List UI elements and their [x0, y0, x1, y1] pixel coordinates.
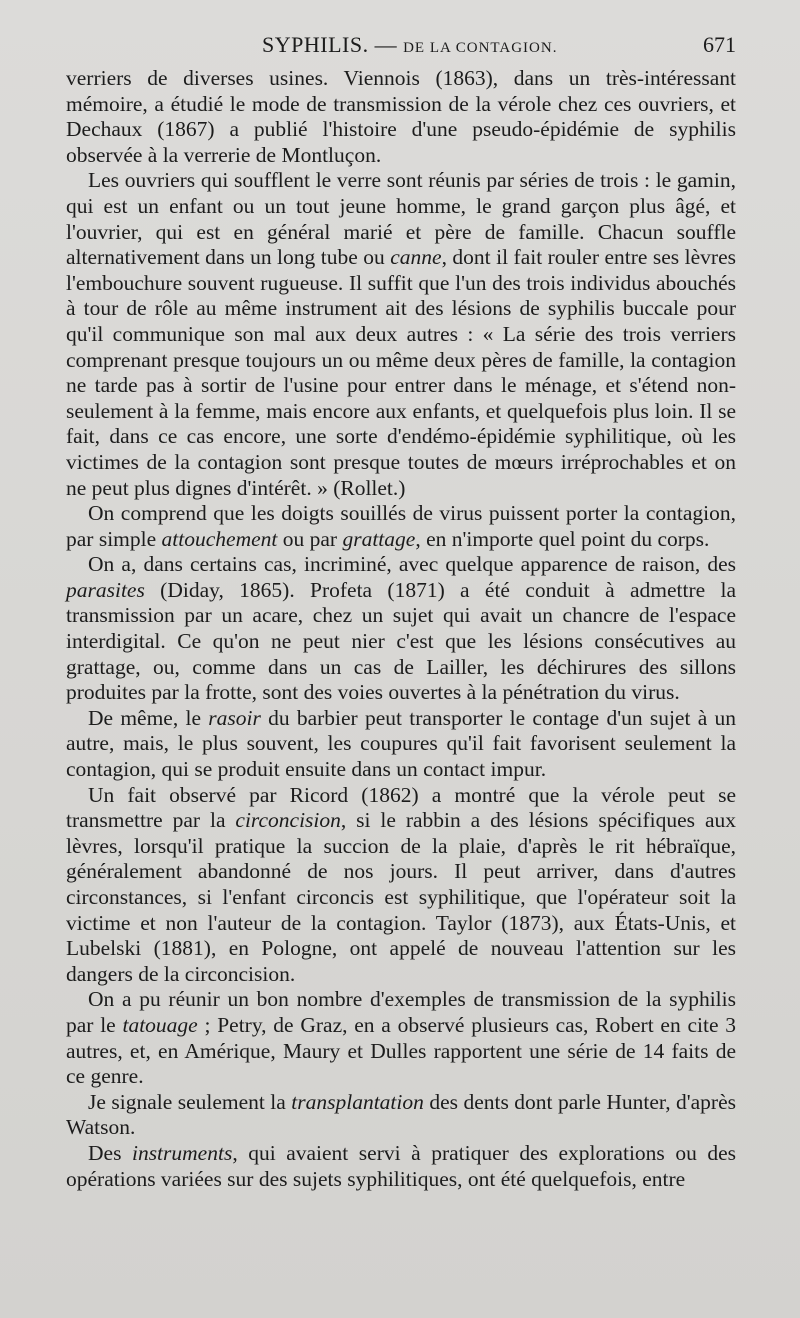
italic-term: transplantation [291, 1089, 424, 1114]
italic-term: parasites [66, 577, 145, 602]
paragraph [66, 987, 736, 1089]
page-number: 671 [703, 32, 736, 57]
text-run: , si le rabbin a des lésions spécifiques aux lèvres, lorsqu'il pratique la succion de la plaie, d'après le rit hébraïque, généralement abandonné de nos jours. Il peut arriver, dans d'autres circonstances, si l'enfant circoncis est syphilitique, que l'opérateur soit la victime et non l'auteur de la contagion. Taylor (1873), aux États-Unis, et Lubelski (1881), en Pologne, ont appelé de nouveau l'attention sur les dangers de la circoncision. [66, 808, 736, 986]
body-text [66, 66, 736, 1192]
paragraph [66, 706, 736, 783]
italic-term: canne [390, 245, 442, 270]
paragraph [66, 1141, 736, 1192]
text-run: De même, le [88, 705, 209, 730]
text-run: des dents dont parle Hunter, d'après Watson. [66, 1089, 736, 1140]
text-run: Un fait observé par Ricord (1862) a montré que la vérole peut se transmettre par la [66, 782, 736, 833]
italic-term: attouchement [161, 526, 278, 551]
text-run: , en n'importe quel point du corps. [415, 526, 710, 551]
text-run: (Diday, 1865). Profeta (1871) a été conduit à admettre la transmission par un acare, chez un sujet qui avait un chancre de l'espace interdigital. Ce qu'on ne peut nier c'est que les lésions consécutives au grattage, ou, comme dans un cas de Lailler, les déchirures des sillons produites par la frotte, sont des voies ouvertes à la pénétration du virus. [66, 577, 736, 705]
page-header [66, 32, 736, 62]
italic-term: rasoir [208, 705, 261, 730]
text-run: ou par [277, 526, 343, 551]
paragraph [66, 552, 736, 706]
italic-term: tatouage [122, 1012, 198, 1037]
text-run: Je signale seulement la [88, 1089, 292, 1114]
text-run: verriers de diverses usines. Viennois (1863), dans un très-intéressant mémoire, a étudié le mode de transmission de la vérole chez ces ouvriers, et Dechaux (1867) a publié l'histoire d'une pseudo-épidémie de syphilis observée à la verrerie de Montluçon. [66, 66, 736, 167]
text-run: On a, dans certains cas, incriminé, avec quelque apparence de raison, des [88, 552, 736, 577]
text-run: ; Petry, de Graz, en a observé plusieurs cas, Robert en cite 3 autres, et, en Amérique, Maury et Dulles rapportent une série de 14 faits de ce genre. [66, 1012, 736, 1089]
running-title [262, 32, 557, 58]
text-run: On a pu réunir un bon nombre d'exemples de transmission de la syphilis par le [66, 987, 736, 1037]
text-run: du barbier peut transporter le contage d'un sujet à un autre, mais, le plus souvent, les coupures qu'il fait favorisent seulement la contagion, qui se produit ensuite dans un contact impur. [66, 705, 736, 782]
running-title-main: SYPHILIS. — [262, 32, 404, 57]
text-run: Des [88, 1140, 132, 1165]
italic-term: instruments [131, 1140, 233, 1165]
paragraph [66, 168, 736, 501]
paragraph [66, 501, 736, 552]
italic-term: grattage [342, 526, 416, 551]
text-run: Les ouvriers qui soufflent le verre sont réunis par séries de trois : le gamin, qui est un enfant ou un tout jeune homme, le grand garçon plus âgé, et l'ouvrier, qui est en général marié et père de famille. Chacun souffle alternativement dans un long tube ou [66, 168, 736, 270]
text-run: , dont il fait rouler entre ses lèvres l'embouchure souvent rugueuse. Il suffit que l'un des trois individus abouchés à tour de rôle au même instrument ait des lésions de syphilis buccale pour qu'il communique son mal aux deux autres : « La série des trois verriers comprenant presque toujours un ou même deux pères de famille, la contagion ne tarde pas à sortir de l'usine pour entrer dans le ménage, et s'étend non-seulement à la femme, mais encore aux enfants, et quelquefois plus loin. Il se fait, dans ce cas encore, une sorte d'endémo-épidémie syphilitique, où les victimes de la contagion sont presque toutes de mœurs irréprochables et on ne peut plus dignes d'intérêt. » (Rollet.) [66, 245, 736, 500]
paragraph [66, 783, 736, 988]
paragraph-continued [66, 66, 736, 168]
paragraph [66, 1090, 736, 1141]
running-title-section: DE LA CONTAGION. [403, 40, 558, 56]
text-run: On comprend que les doigts souillés de virus puissent porter la contagion, par simple [66, 501, 736, 551]
italic-term: circoncision [235, 808, 341, 833]
text-run: , qui avaient servi à pratiquer des explorations ou des opérations variées sur des sujets syphilitiques, ont été quelquefois, entre [66, 1140, 736, 1191]
